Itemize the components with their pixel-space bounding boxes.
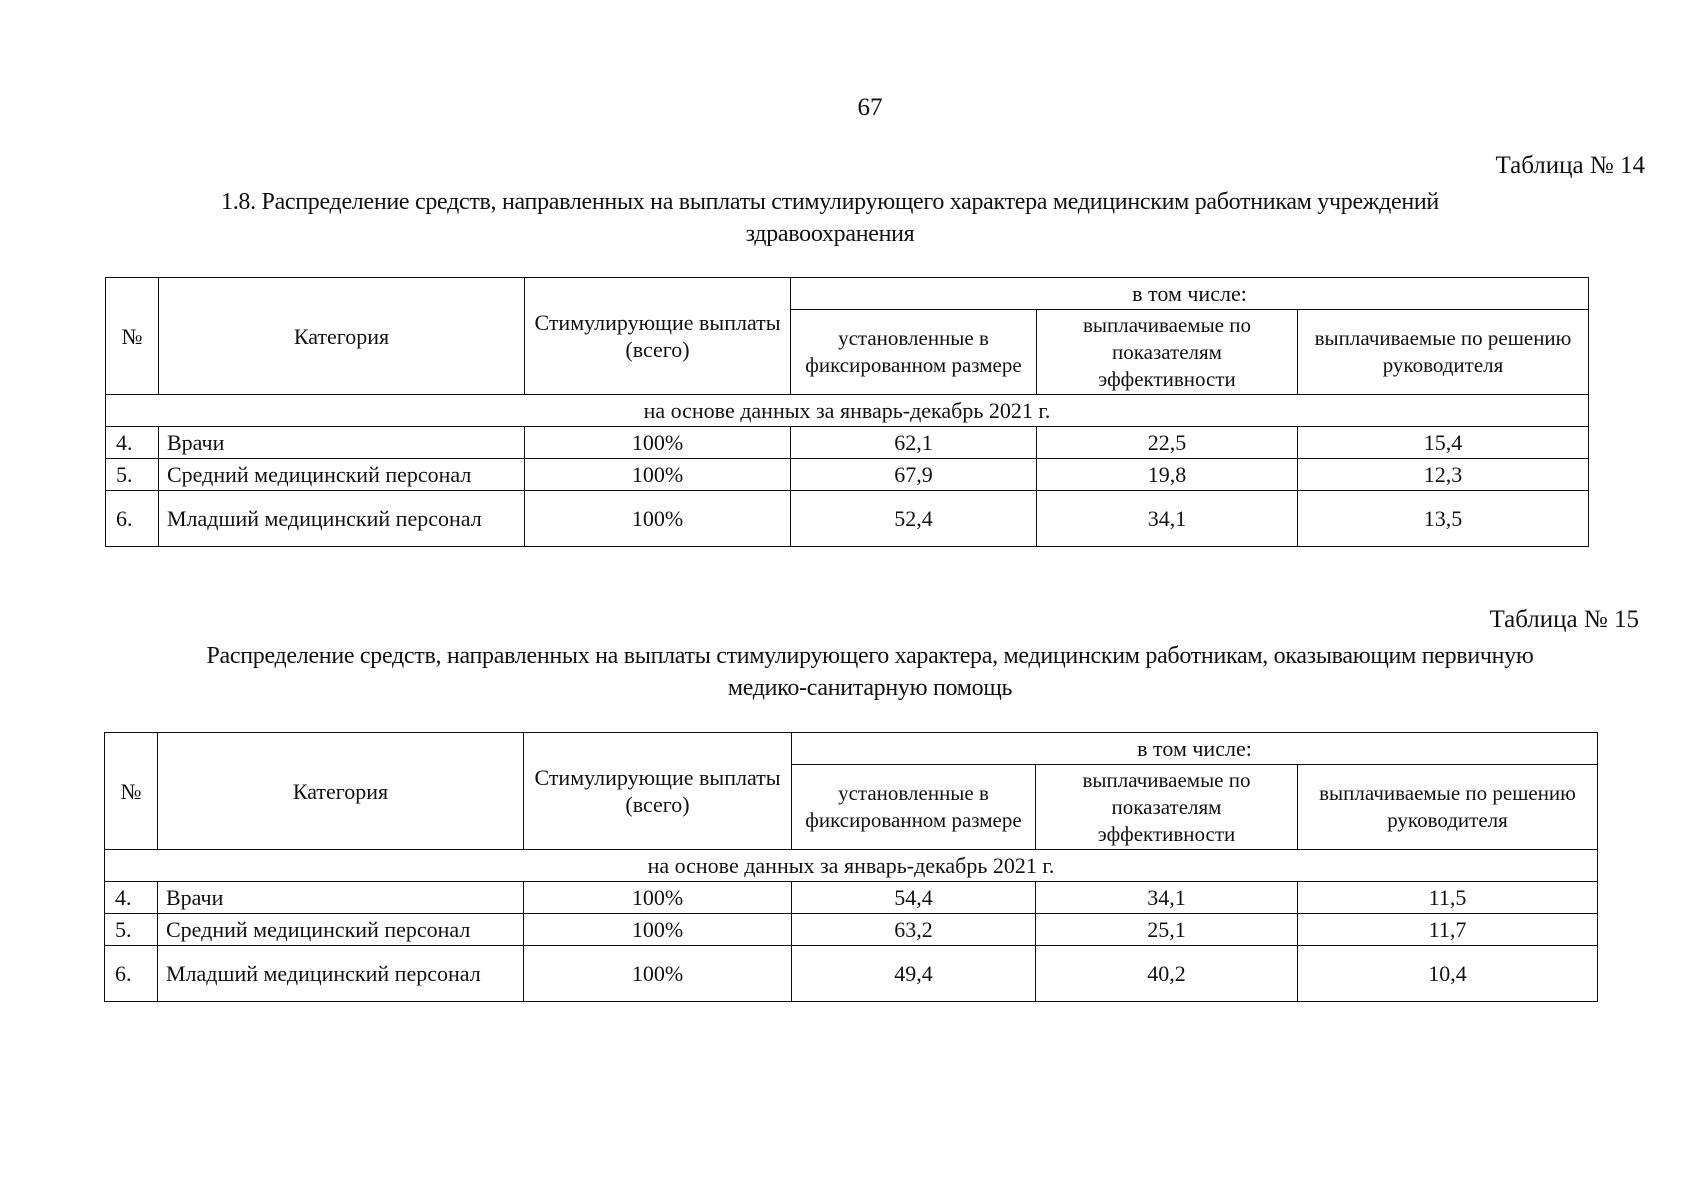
table-row [105, 946, 1598, 1002]
row-num: 5. [105, 914, 158, 946]
header-performance: выплачиваемые по показателям эффективности [1037, 310, 1298, 395]
header-num: № [106, 278, 159, 395]
table-14-title-line2: здравоохранения [745, 221, 915, 247]
row-num: 6. [105, 946, 158, 1002]
row-total: 100% [524, 946, 792, 1002]
row-manager: 13,5 [1298, 491, 1589, 547]
row-total: 100% [525, 427, 791, 459]
row-category: Младший медицинский персонал [159, 491, 525, 547]
row-manager: 15,4 [1298, 427, 1589, 459]
table-14-title-line1: 1.8. Распределение средств, направленных на выплаты стимулирующего характера медицинским работникам учреждений [221, 189, 1439, 215]
section-label: на основе данных за январь-декабрь 2021 г. [105, 850, 1598, 882]
header-category: Категория [158, 733, 524, 850]
row-fixed: 62,1 [791, 427, 1037, 459]
row-fixed: 52,4 [791, 491, 1037, 547]
row-total: 100% [524, 914, 792, 946]
table-15-title [100, 640, 1640, 704]
table-15-caption: Таблица № 15 [1489, 606, 1639, 633]
header-manager: выплачиваемые по решению руководителя [1298, 765, 1598, 850]
row-total: 100% [525, 459, 791, 491]
header-including: в том числе: [792, 733, 1598, 765]
table-row [106, 427, 1589, 459]
table-row [105, 882, 1598, 914]
row-total: 100% [524, 882, 792, 914]
row-num: 5. [106, 459, 159, 491]
row-manager: 11,7 [1298, 914, 1598, 946]
row-fixed: 63,2 [792, 914, 1036, 946]
table-row [106, 459, 1589, 491]
row-performance: 34,1 [1037, 491, 1298, 547]
header-total: Стимулирующие выплаты (всего) [524, 733, 792, 850]
row-total: 100% [525, 491, 791, 547]
row-category: Младший медицинский персонал [158, 946, 524, 1002]
row-performance: 40,2 [1036, 946, 1298, 1002]
row-category: Врачи [159, 427, 525, 459]
row-performance: 19,8 [1037, 459, 1298, 491]
table-15-title-line2: медико-санитарную помощь [727, 675, 1013, 701]
row-manager: 10,4 [1298, 946, 1598, 1002]
row-num: 4. [106, 427, 159, 459]
header-fixed: установленные в фиксированном размере [792, 765, 1036, 850]
row-category: Врачи [158, 882, 524, 914]
row-fixed: 54,4 [792, 882, 1036, 914]
section-label: на основе данных за январь-декабрь 2021 г. [106, 395, 1589, 427]
row-manager: 11,5 [1298, 882, 1598, 914]
table-14 [105, 277, 1589, 547]
row-num: 6. [106, 491, 159, 547]
row-fixed: 67,9 [791, 459, 1037, 491]
row-performance: 22,5 [1037, 427, 1298, 459]
table-row [105, 914, 1598, 946]
header-manager: выплачиваемые по решению руководителя [1298, 310, 1589, 395]
row-category: Средний медицинский персонал [159, 459, 525, 491]
table-14-caption: Таблица № 14 [1495, 152, 1645, 179]
header-performance: выплачиваемые по показателям эффективности [1036, 765, 1298, 850]
header-category: Категория [159, 278, 525, 395]
row-performance: 34,1 [1036, 882, 1298, 914]
page-number: 67 [857, 94, 883, 121]
table-15-title-line1: Распределение средств, направленных на выплаты стимулирующего характера, медицинским работникам, оказывающим первичную [206, 643, 1534, 669]
table-15 [104, 732, 1598, 1002]
table-row [106, 491, 1589, 547]
row-performance: 25,1 [1036, 914, 1298, 946]
header-fixed: установленные в фиксированном размере [791, 310, 1037, 395]
header-including: в том числе: [791, 278, 1589, 310]
header-num: № [105, 733, 158, 850]
row-category: Средний медицинский персонал [158, 914, 524, 946]
table-14-title [90, 186, 1570, 250]
row-fixed: 49,4 [792, 946, 1036, 1002]
header-total: Стимулирующие выплаты (всего) [525, 278, 791, 395]
row-manager: 12,3 [1298, 459, 1589, 491]
row-num: 4. [105, 882, 158, 914]
